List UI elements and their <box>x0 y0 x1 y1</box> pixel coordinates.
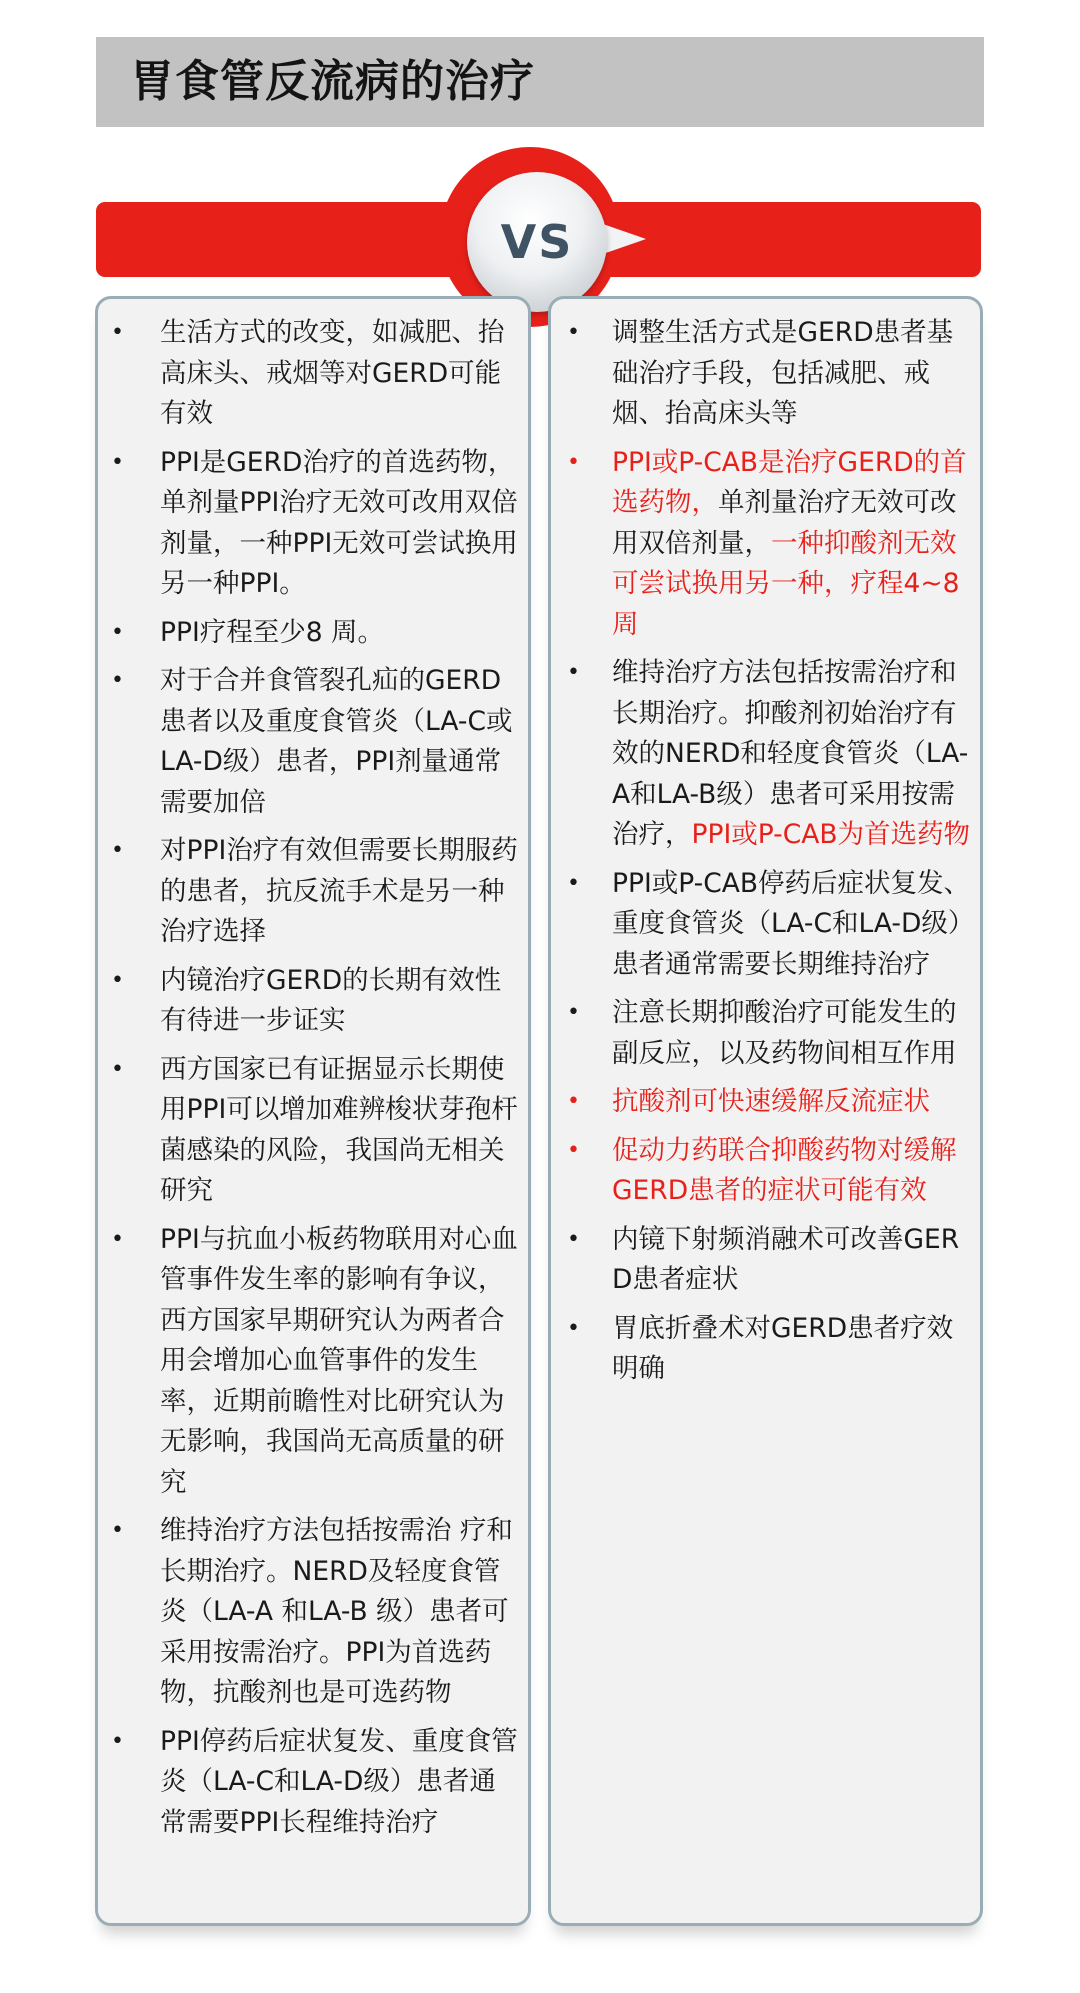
list-item <box>98 831 518 953</box>
item-text: PPI与抗血小板药物联用对心血管事件发生率的影响有争议，西方国家早期研究认为两者合用会增加心血管事件的发生率，近期前瞻性对比研究认为无影响，我国尚无高质量的研究 <box>160 1223 518 1498</box>
item-text: 单剂量治疗无效可改用双倍剂量， <box>612 487 957 559</box>
bullet-icon: • <box>111 1056 124 1082</box>
bullet-icon: • <box>111 967 124 993</box>
right-list <box>551 313 971 1398</box>
list-item <box>551 1309 971 1390</box>
list-item <box>98 443 518 605</box>
right-panel <box>548 296 983 1926</box>
bullet-icon: • <box>567 1089 580 1114</box>
item-text: 维持治疗方法包括按需治疗和长期治疗。抑酸剂初始治疗有效的NERD和轻度食管炎（LA-A和LA-B级）患者可采用按需治疗， <box>612 657 969 850</box>
item-text-highlight: 抗酸剂可快速缓解反流症状 <box>612 1086 930 1117</box>
bullet-icon: • <box>567 1315 580 1341</box>
list-item <box>551 313 971 435</box>
item-text: 调整生活方式是GERD患者基础治疗手段，包括减肥、戒烟、抬高床头等 <box>612 317 954 429</box>
list-item <box>551 1220 971 1301</box>
bullet-icon: • <box>111 668 124 693</box>
bullet-icon: • <box>567 449 580 475</box>
item-text: 注意长期抑酸治疗可能发生的副反应，以及药物间相互作用 <box>612 997 957 1069</box>
item-text-highlight: 一种抑酸剂无效可尝试换用另一种，疗程4~8周 <box>612 527 960 640</box>
bullet-icon: • <box>567 1137 580 1163</box>
bullet-icon: • <box>111 449 124 475</box>
item-text: 对PPI治疗有效但需要长期服药的患者，抗反流手术是另一种治疗选择 <box>160 835 518 947</box>
list-item <box>551 993 971 1074</box>
bullet-icon: • <box>111 1518 124 1543</box>
item-text: PPI是GERD治疗的首选药物，单剂量PPI治疗无效可改用双倍剂量，一种PPI无效可尝试换用另一种PPI。 <box>160 446 518 599</box>
left-panel <box>95 296 531 1926</box>
item-text: 胃底折叠术对GERD患者疗效明确 <box>612 1312 954 1384</box>
bullet-icon: • <box>567 1226 580 1252</box>
page-title: 胃食管反流病的治疗 <box>130 56 535 107</box>
list-item <box>98 661 518 823</box>
bullet-icon: • <box>111 1226 124 1252</box>
list-item <box>551 864 971 986</box>
list-item <box>98 313 518 435</box>
item-text-highlight: PPI或P-CAB为首选药物 <box>691 819 971 850</box>
list-item <box>551 1131 971 1212</box>
bullet-icon: • <box>567 870 580 896</box>
bullet-icon: • <box>111 320 124 345</box>
bullet-icon: • <box>567 660 580 685</box>
bullet-icon: • <box>567 320 580 345</box>
bullet-icon: • <box>111 619 124 645</box>
item-text: PPI或P-CAB停药后症状复发、重度食管炎（LA-C和LA-D级）患者通常需要长期维持治疗 <box>612 867 971 980</box>
list-item <box>551 443 971 646</box>
list-item <box>98 1511 518 1714</box>
list-item <box>98 613 518 654</box>
bullet-icon: • <box>111 838 124 863</box>
left-list <box>98 313 518 1851</box>
item-text: 内镜治疗GERD的长期有效性有待进一步证实 <box>160 964 502 1036</box>
item-text: 对于合并食管裂孔疝的GERD患者以及重度食管炎（LA-C或LA-D级）患者，PPI剂量通常需要加倍 <box>160 665 513 818</box>
bullet-icon: • <box>567 1000 580 1025</box>
item-text-highlight: PPI或P-CAB是治疗GERD的首选药物， <box>612 446 967 518</box>
bullet-icon: • <box>111 1728 124 1754</box>
item-text: PPI停药后症状复发、重度食管炎（LA-C和LA-D级）患者通常需要PPI长程维持治疗 <box>160 1725 518 1838</box>
list-item <box>98 961 518 1042</box>
item-text: 维持治疗方法包括按需治 疗和长期治疗。NERD及轻度食管炎（LA-A 和LA-B 级）患者可采用按需治疗。PPI为首选药物，抗酸剂也是可选药物 <box>160 1515 513 1708</box>
list-item <box>551 1082 971 1123</box>
list-item <box>98 1220 518 1504</box>
title-bar <box>96 37 984 127</box>
item-text: 内镜下射频消融术可改善GERD患者症状 <box>612 1223 960 1295</box>
list-item <box>551 653 971 856</box>
item-text-highlight: 促动力药联合抑酸药物对缓解GERD患者的症状可能有效 <box>612 1134 957 1206</box>
item-text: 西方国家已有证据显示长期使用PPI可以增加难辨梭状芽孢杆菌感染的风险，我国尚无相关研究 <box>160 1053 518 1206</box>
item-text: 生活方式的改变，如减肥、抬高床头、戒烟等对GERD可能有效 <box>160 317 505 429</box>
vs-label: VS <box>500 215 574 269</box>
list-item <box>98 1722 518 1844</box>
item-text: PPI疗程至少8 周。 <box>160 616 385 648</box>
list-item <box>98 1050 518 1212</box>
